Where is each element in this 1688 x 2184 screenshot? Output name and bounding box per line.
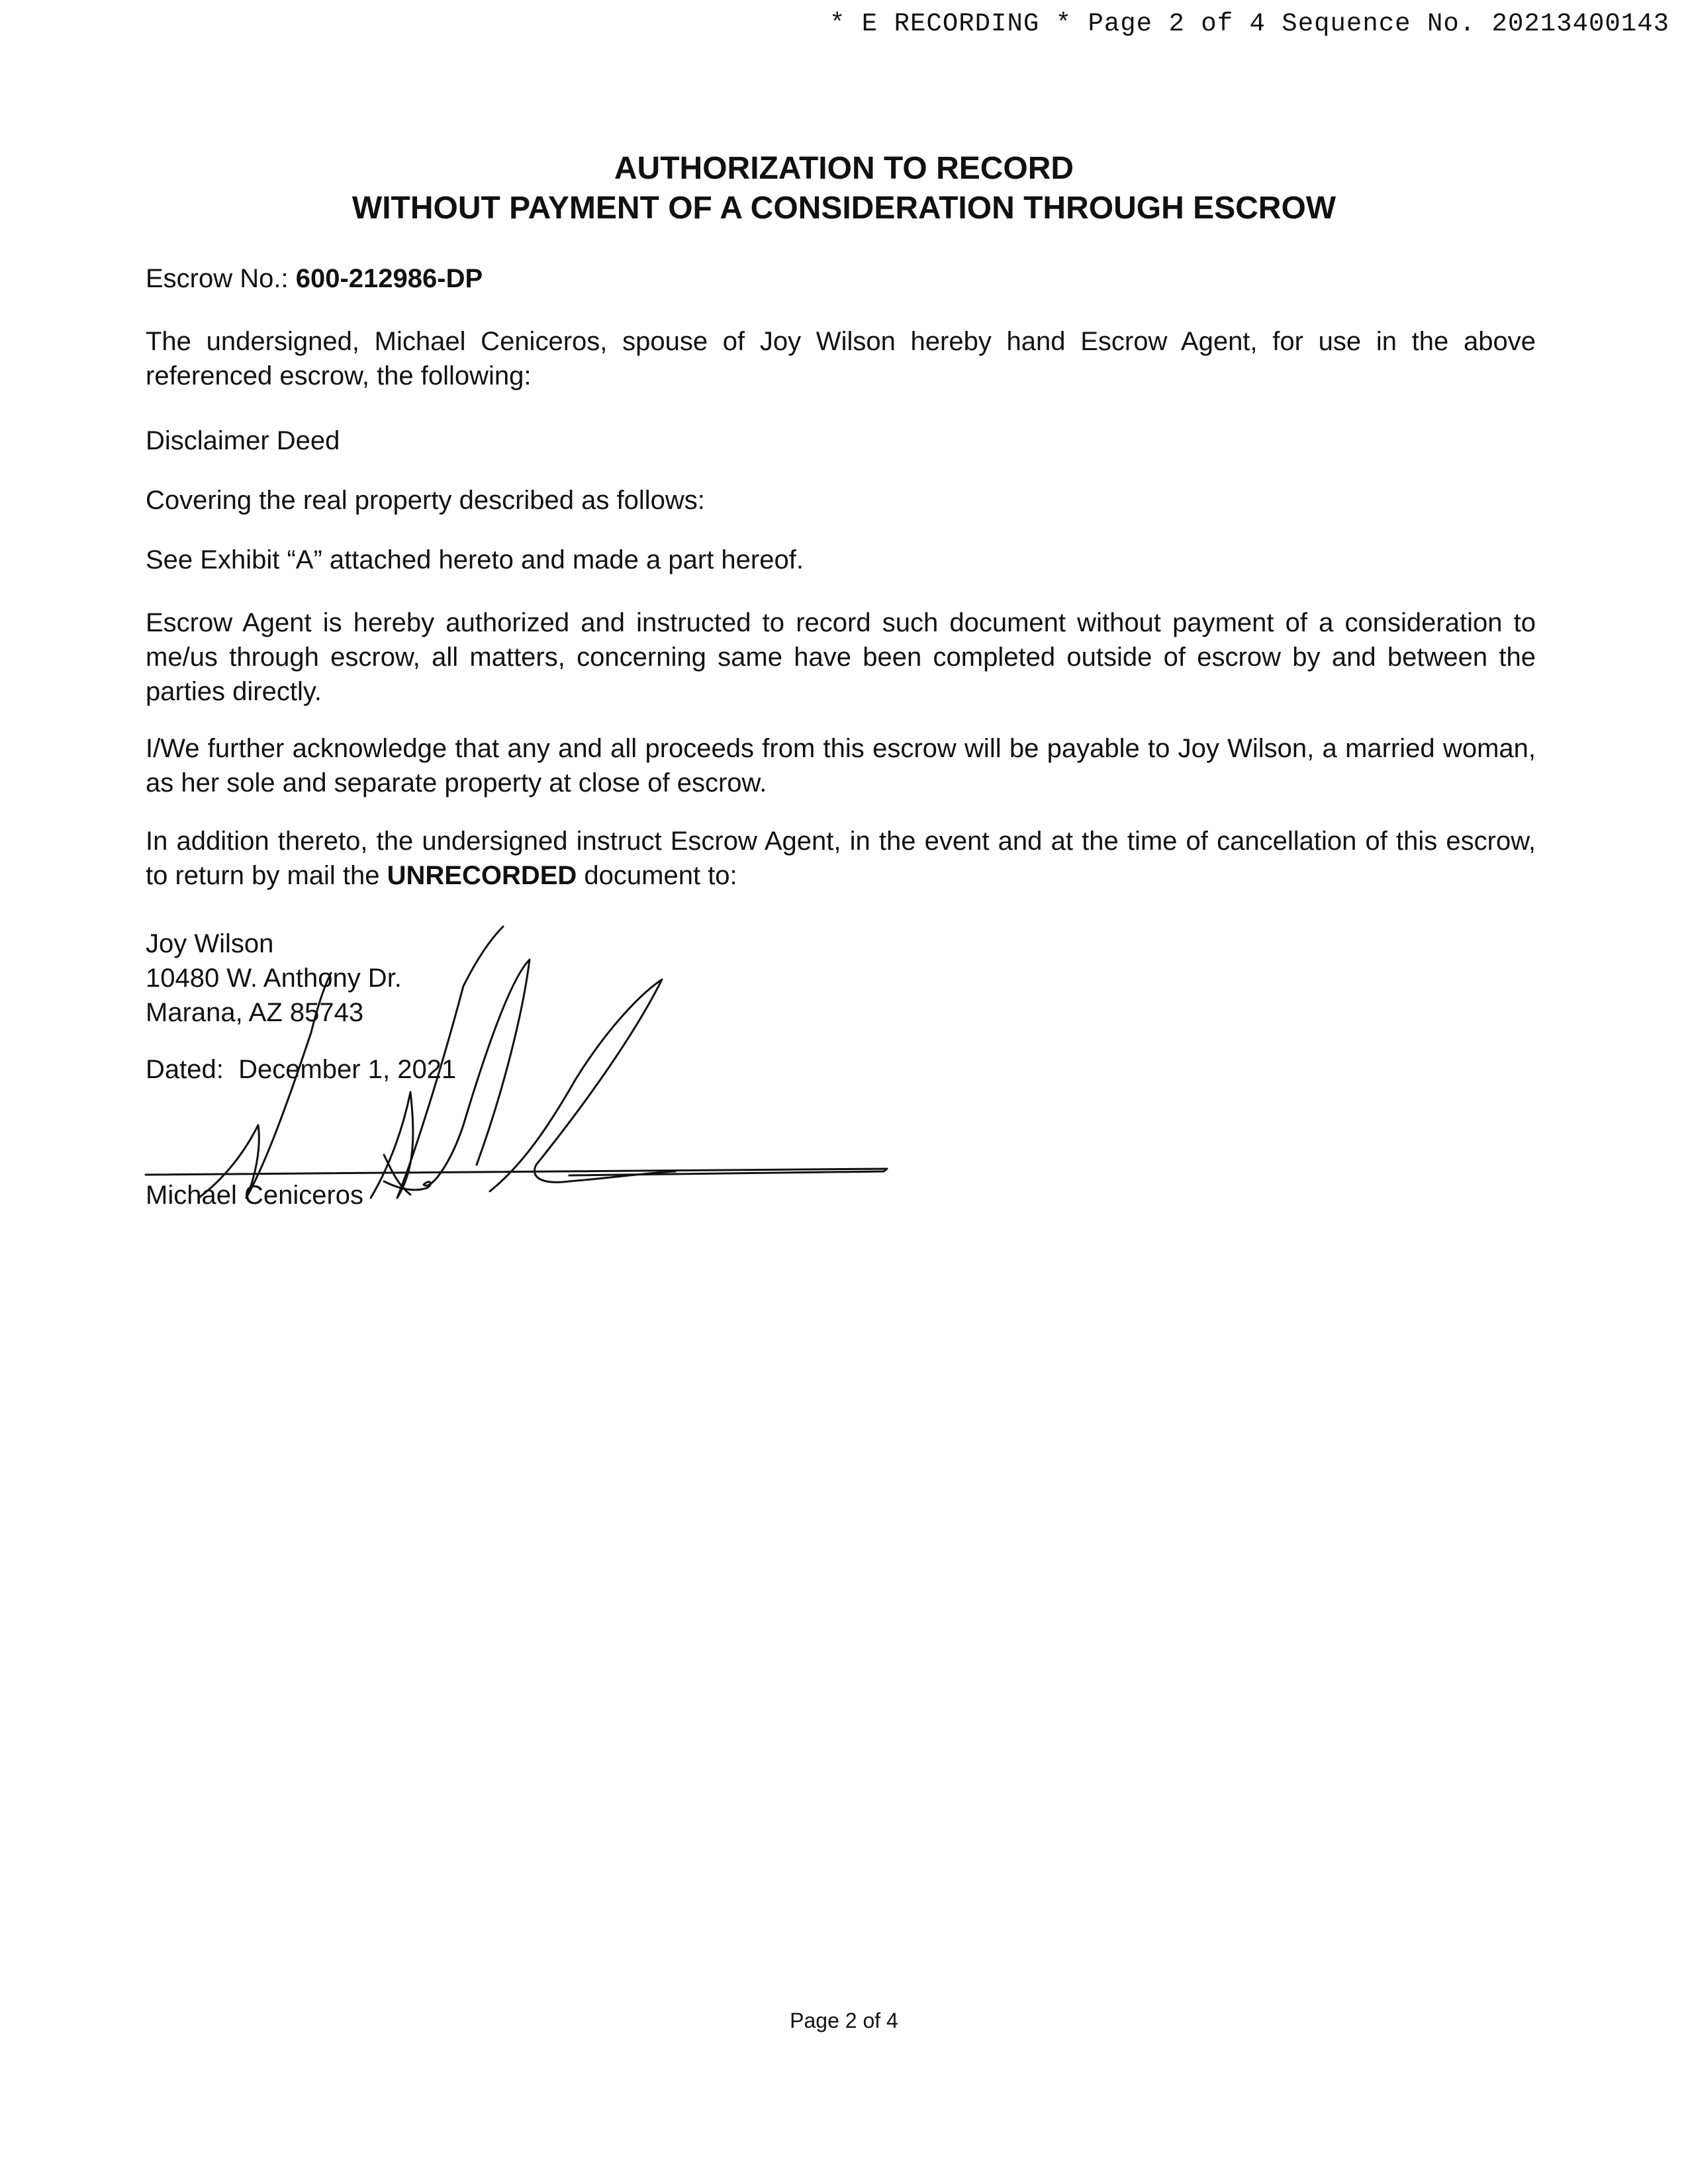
return-address <box>146 927 1536 1030</box>
return-name: Joy Wilson <box>146 929 274 958</box>
exhibit-paragraph: See Exhibit “A” attached hereto and made a part hereof. <box>146 545 804 574</box>
document-title <box>0 149 1688 228</box>
intro-paragraph: The undersigned, Michael Ceniceros, spouse of Joy Wilson hereby hand Escrow Agent, for use in the above referenced escrow, the following: <box>146 327 1536 390</box>
escrow-number-value: 600-212986-DP <box>295 264 483 293</box>
signer-name: Michael Ceniceros <box>146 1181 364 1210</box>
addition-prefix: In addition thereto, the undersigned instruct Escrow Agent, in the event and at the time of cancellation of this escrow, to return by mail the <box>146 827 1536 890</box>
acknowledge-paragraph: I/We further acknowledge that any and all proceeds from this escrow will be payable to Joy Wilson, a married woman, as her sole and separate property at close of escrow. <box>146 734 1536 797</box>
title-line-1: AUTHORIZATION TO RECORD <box>614 151 1074 186</box>
authorization-paragraph: Escrow Agent is hereby authorized and instructed to record such document without payment of a consideration to me/us through escrow, all matters, concerning same have been completed outside of escrow by and between the parties directly. <box>146 608 1536 706</box>
return-street: 10480 W. Anthony Dr. <box>146 964 402 993</box>
escrow-number-label: Escrow No.: <box>146 264 296 293</box>
covering-paragraph: Covering the real property described as follows: <box>146 486 705 515</box>
page-number-footer: Page 2 of 4 <box>790 2009 898 2032</box>
unrecorded-emphasis: UNRECORDED <box>387 861 577 890</box>
recording-stamp-header: * E RECORDING * Page 2 of 4 Sequence No. 20213400143 <box>829 9 1669 38</box>
dated-label: Dated: <box>146 1055 224 1084</box>
title-line-2: WITHOUT PAYMENT OF A CONSIDERATION THROUGH ESCROW <box>352 191 1336 226</box>
escrow-number-row <box>146 261 1536 296</box>
addition-suffix: document to: <box>577 861 737 890</box>
return-city-state-zip: Marana, AZ 85743 <box>146 998 364 1027</box>
document-name: Disclaimer Deed <box>146 426 340 455</box>
addition-paragraph <box>146 824 1536 893</box>
dated-row <box>146 1052 1536 1087</box>
dated-value: December 1, 2021 <box>238 1055 457 1084</box>
signature-line <box>146 1169 887 1175</box>
